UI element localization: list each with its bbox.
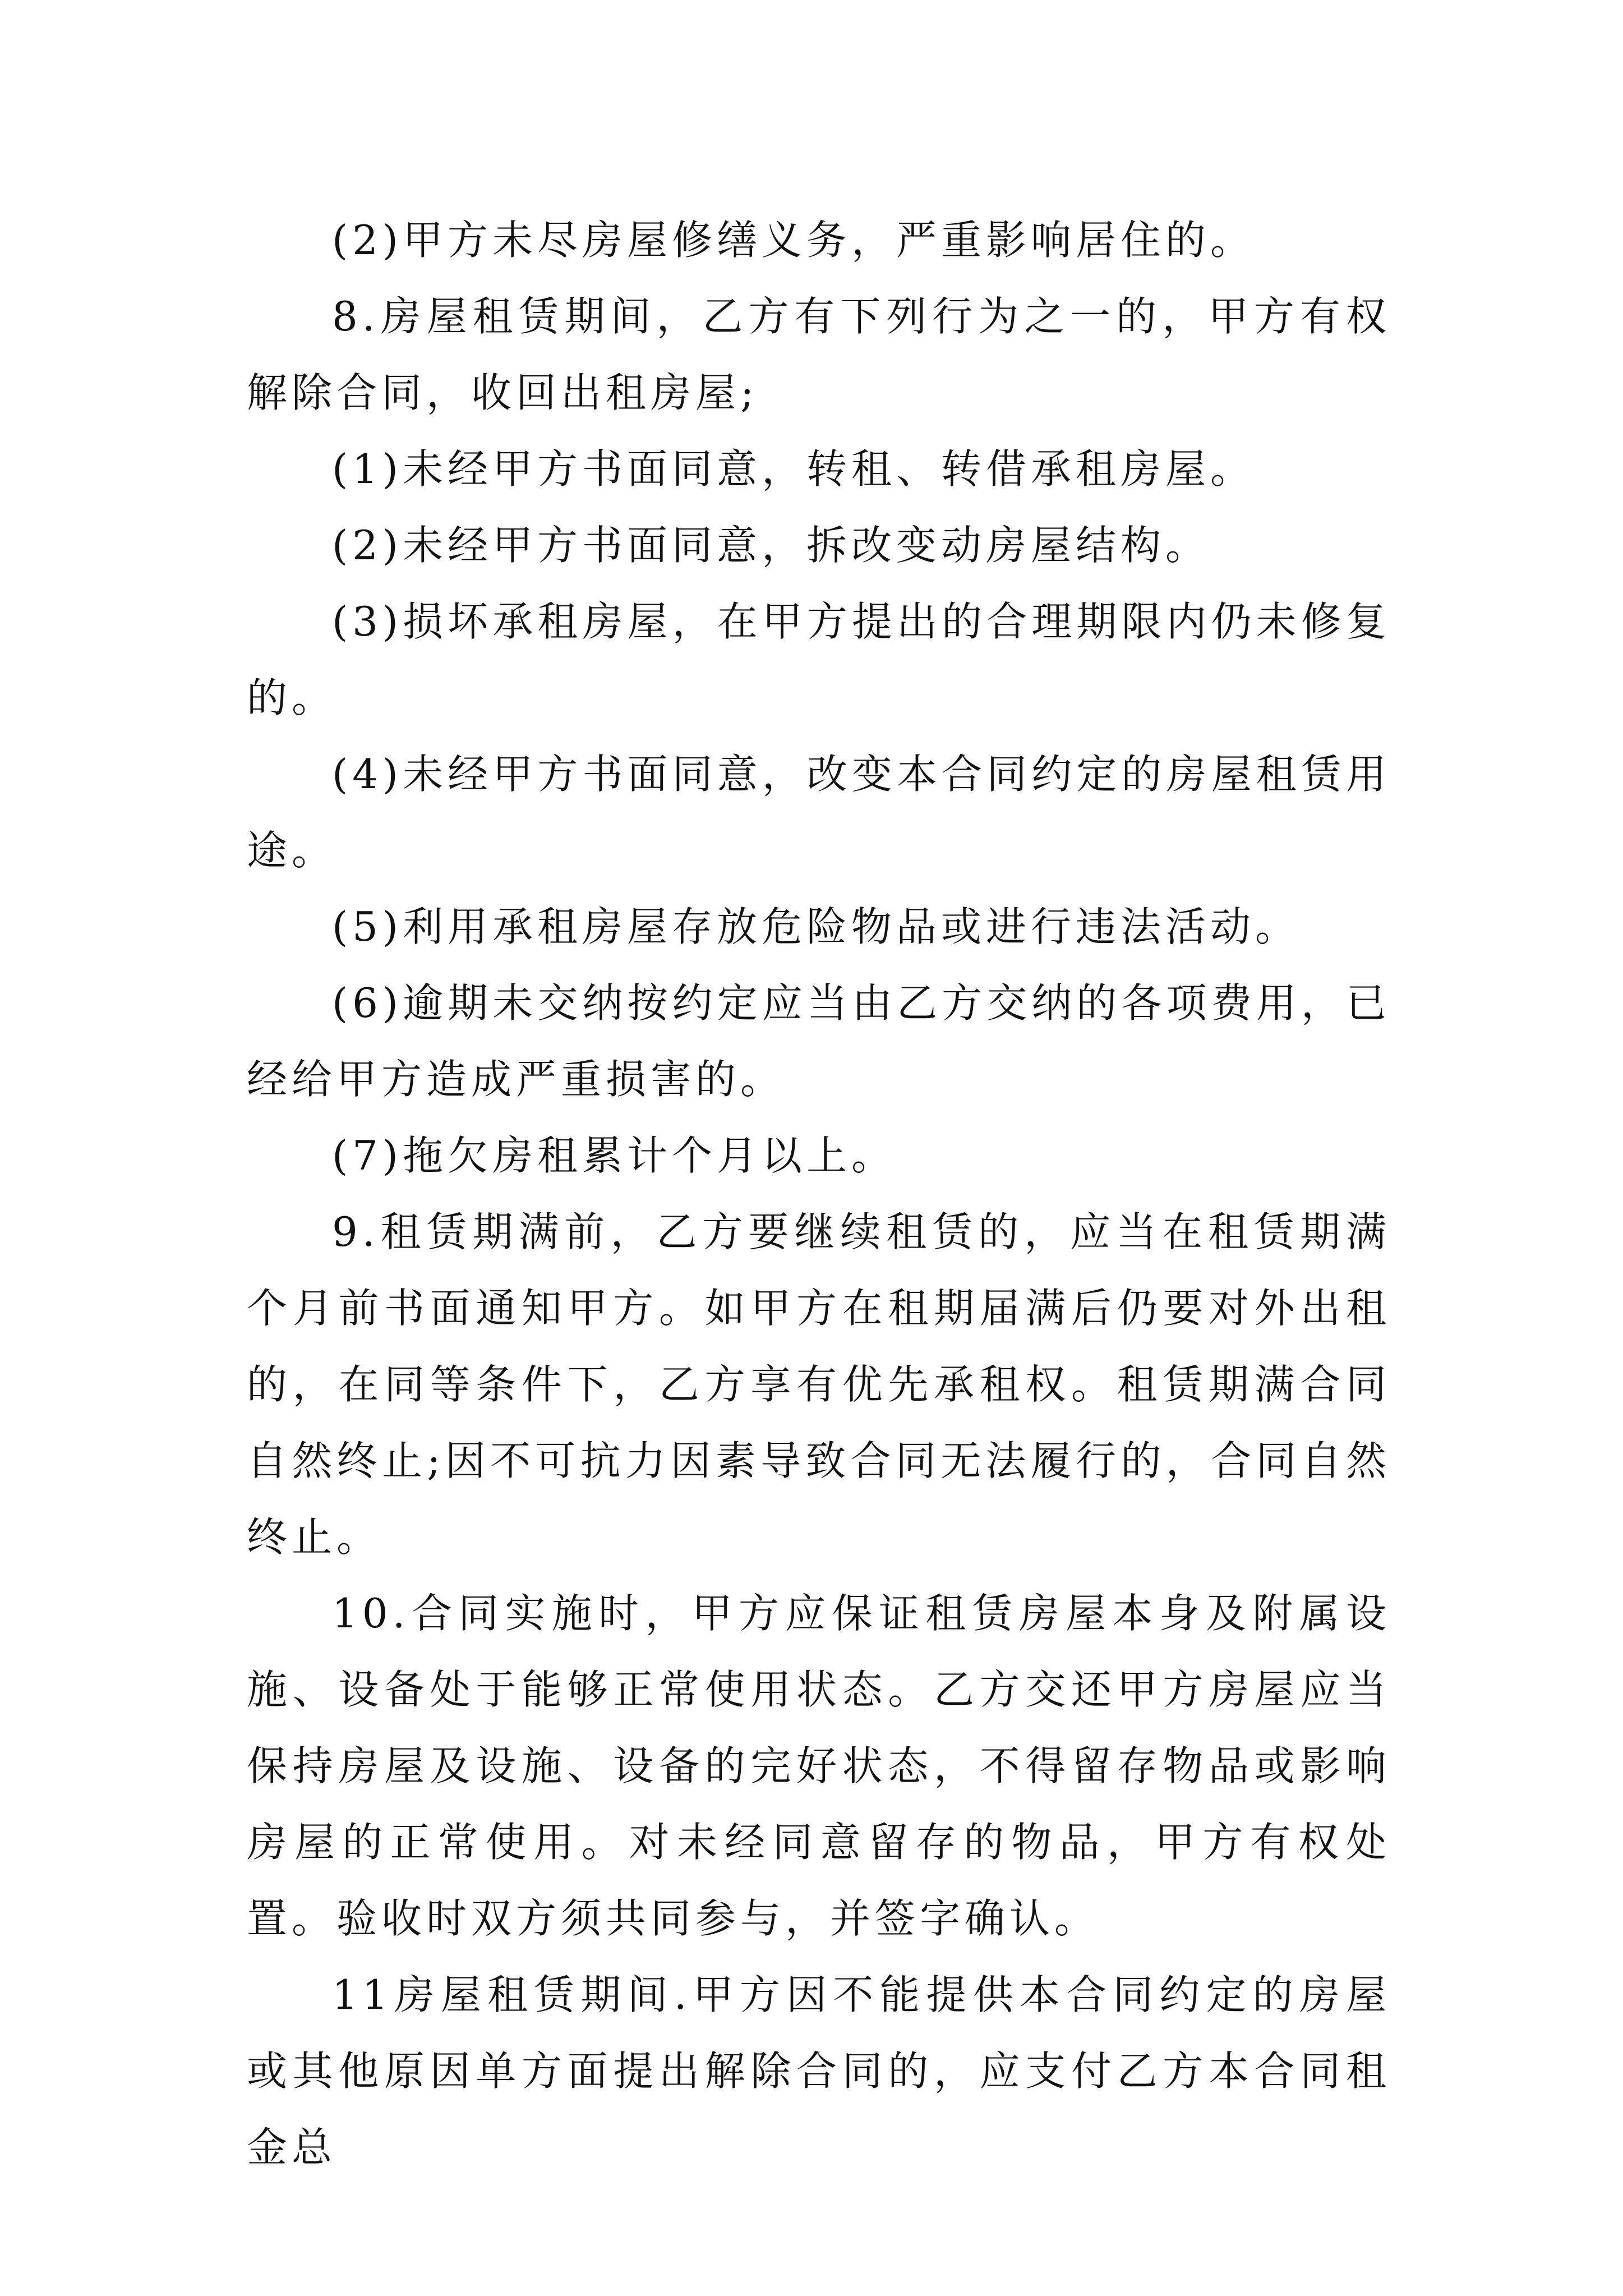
paragraph-item-7-rent-arrears: (7)拖欠房租累计个月以上。 [332, 1132, 896, 1179]
paragraph-item-2-structure-change: (2)未经甲方书面同意，拆改变动房屋结构。 [332, 522, 1210, 569]
clause-8-termination-by-party-a: 8.房屋租赁期间，乙方有下列行为之一的，甲方有权解除合同，收回出租房屋; [247, 293, 1391, 416]
clause-9-renewal: 9.租赁期满前，乙方要继续租赁的，应当在租赁期满个月前书面通知甲方。如甲方在租期届满后仍要对外出租的，在同等条件下，乙方享有优先承租权。租赁期满合同自然终止;因不可抗力因素导致合同无法履行的，合同自然终止。 [247, 1208, 1391, 1561]
paragraph-item-3-damage: (3)损坏承租房屋，在甲方提出的合理期限内仍未修复的。 [247, 598, 1391, 721]
clause-10-handover: 10.合同实施时，甲方应保证租赁房屋本身及附属设施、设备处于能够正常使用状态。乙方交还甲方房屋应当保持房屋及设施、设备的完好状态，不得留存物品或影响房屋的正常使用。对未经同意留存的物品，甲方有权处置。验收时双方须共同参与，并签字确认。 [247, 1590, 1391, 1942]
paragraph-item-4-usage-change: (4)未经甲方书面同意，改变本合同约定的房屋租赁用途。 [247, 751, 1391, 874]
document-body [247, 202, 1391, 2185]
paragraph-item-6-overdue-fees: (6)逾期未交纳按约定应当由乙方交纳的各项费用，已经给甲方造成严重损害的。 [247, 979, 1391, 1103]
paragraph-item-1-sublease: (1)未经甲方书面同意，转租、转借承租房屋。 [332, 445, 1255, 493]
paragraph-item-5-illegal-activity: (5)利用承租房屋存放危险物品或进行违法活动。 [332, 903, 1300, 950]
paragraph-item-2-repair-obligation: (2)甲方未尽房屋修缮义务，严重影响居住的。 [332, 217, 1255, 264]
clause-11-early-termination: 11房屋租赁期间.甲方因不能提供本合同约定的房屋或其他原因单方面提出解除合同的，应支付乙方本合同租金总 [247, 1971, 1391, 2171]
